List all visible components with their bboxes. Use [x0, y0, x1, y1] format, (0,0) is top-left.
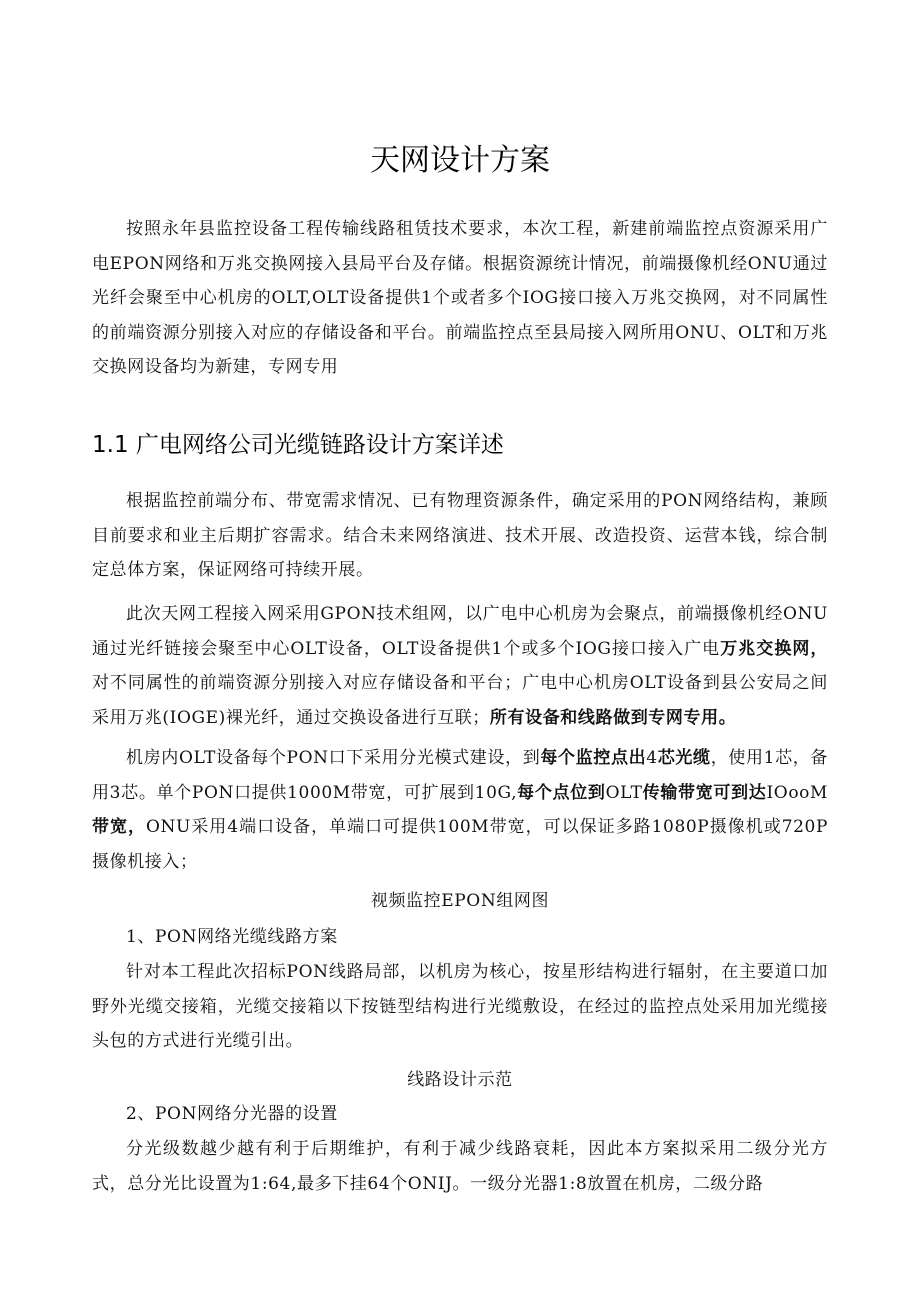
paragraph-2: 此次天网工程接入网采用GPON技术组网，以广电中心机房为会聚点，前端摄像机经ONU通过光纤链接会聚至中心OLT设备，OLT设备提供1个或多个IOG接口接入广电万兆交换网，对不同属性的前端资源分别接入对应存储设备和平台；广电中心机房OLT设备到县公安局之间采用万兆(IOGE)裸光纤，通过交换设备进行互联；所有设备和线路做到专网专用。: [92, 604, 828, 728]
figure-caption-epon: 视频监控EPON组网图: [370, 891, 550, 911]
list-item-2: 2、PON网络分光器的设置: [126, 1104, 338, 1124]
figure-caption-line-design: 线路设计示范: [407, 1070, 513, 1090]
intro-paragraph: 按照永年县监控设备工程传输线路租赁技术要求，本次工程，新建前端监控点资源采用广电EPON网络和万兆交换网接入县局平台及存储。根据资源统计情况，前端摄像机经ONU通过光纤会聚至中心机房的OLT,OLT设备提供1个或者多个IOG接口接入万兆交换网，对不同属性的前端资源分别接入对应的存储设备和平台。前端监控点至县局接入网所用ONU、OLT和万兆交换网设备均为新建，专网专用: [92, 219, 828, 377]
section-heading: 1.1 广电网络公司光缆链路设计方案详述: [92, 432, 504, 458]
paragraph-4: 针对本工程此次招标PON线路局部，以机房为核心，按星形结构进行辐射，在主要道口加野外光缆交接箱，光缆交接箱以下按链型结构进行光缆敷设，在经过的监控点处采用加光缆接头包的方式进行光缆引出。: [92, 962, 828, 1051]
page-title: 天网设计方案: [370, 143, 550, 178]
paragraph-5: 分光级数越少越有利于后期维护，有利于减少线路衰耗，因此本方案拟采用二级分光方式，总分光比设置为1:64,最多下挂64个ONIJ。一级分光器1:8放置在机房，二级分路: [92, 1139, 828, 1194]
paragraph-3: 机房内OLT设备每个PON口下采用分光模式建设，到每个监控点出4芯光缆，使用1芯，备用3芯。单个PON口提供1000M带宽，可扩展到10G,每个点位到OLT传输带宽可到达IOooM带宽，ONU采用4端口设备，单端口可提供100M带宽，可以保证多路1080P摄像机或720P摄像机接入；: [92, 748, 829, 872]
list-item-1: 1、PON网络光缆线路方案: [126, 927, 338, 947]
paragraph-1: 根据监控前端分布、带宽需求情况、已有物理资源条件，确定采用的PON网络结构，兼顾目前要求和业主后期扩容需求。结合未来网络演进、技术开展、改造投资、运营本钱，综合制定总体方案，保证网络可持续开展。: [92, 491, 828, 580]
